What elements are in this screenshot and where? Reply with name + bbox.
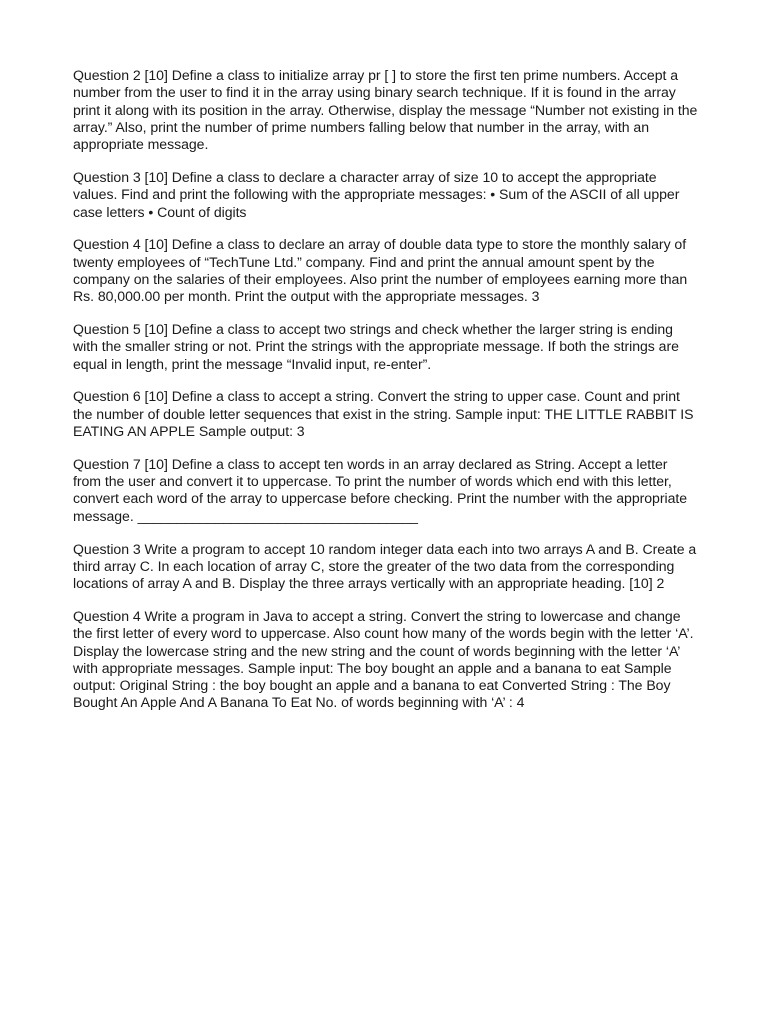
question-6-double-letters: Question 6 [10] Define a class to accept a string. Convert the string to upper case. Count and print the number of double letter sequences that exist in the string. Sample input: THE LITTLE RABBIT IS EATING AN APPLE Sample output: 3 bbox=[73, 388, 694, 440]
question-3-random-arrays: Question 3 Write a program to accept 10 random integer data each into two arrays A and B. Create a third array C. In each location of array C, store the greater of the two data from the corresponding locations of array A and B. Display the three arrays vertically with an appropriate heading. [10] 2 bbox=[73, 540, 697, 592]
question-4-string-case: Question 4 Write a program in Java to accept a string. Convert the string to lowercase and change the first letter of every word to uppercase. Also count how many of the words begin with the letter ‘A’. Display the lowercase string and the new string and the count of words beginning with the letter ‘A’ with appropriate messages. Sample input: The boy bought an apple and a banana to eat Sample output: Original String : the boy bought an apple and a banana to eat Converted String : The Boy Bought An Apple And A Banana To Eat No. of words beginning with ‘A’ : 4 bbox=[73, 607, 694, 711]
question-5-string-ending: Question 5 [10] Define a class to accept two strings and check whether the larger string is ending with the smaller string or not. Print the strings with the appropriate message. If both the strings are equal in length, print the message “Invalid input, re-enter”. bbox=[73, 321, 679, 372]
question-3-character-array: Question 3 [10] Define a class to declare a character array of size 10 to accept the appropriate values. Find and print the following with the appropriate messages: • Sum of the ASCII of all upper case letters • Count of digits bbox=[73, 168, 680, 220]
question-4-salary-array: Question 4 [10] Define a class to declare an array of double data type to store the monthly salary of twenty employees of “TechTune Ltd.” company. Find and print the annual amount spent by the company on the salaries of their employees. Also print the number of employees earning more than Rs. 80,000.00 per month. Print the output with the appropriate messages. 3 bbox=[73, 236, 688, 305]
question-7-words-array: Question 7 [10] Define a class to accept ten words in an array declared as String. Accept a letter from the user and convert it to uppercase. To print the number of words which end with this letter, convert each word of the array to uppercase before checking. Print the number with the appropriate message. ____________________________________ bbox=[73, 455, 688, 524]
question-2-prime-array: Question 2 [10] Define a class to initialize array pr [ ] to store the first ten prime numbers. Accept a number from the user to find it in the array using binary search technique. If it is found in the array print it along with its position in the array. Otherwise, display the message “Number not existing in the array.” Also, print the number of prime numbers falling below that number in the array, with an appropriate message. bbox=[73, 67, 698, 153]
document-page bbox=[73, 67, 698, 727]
